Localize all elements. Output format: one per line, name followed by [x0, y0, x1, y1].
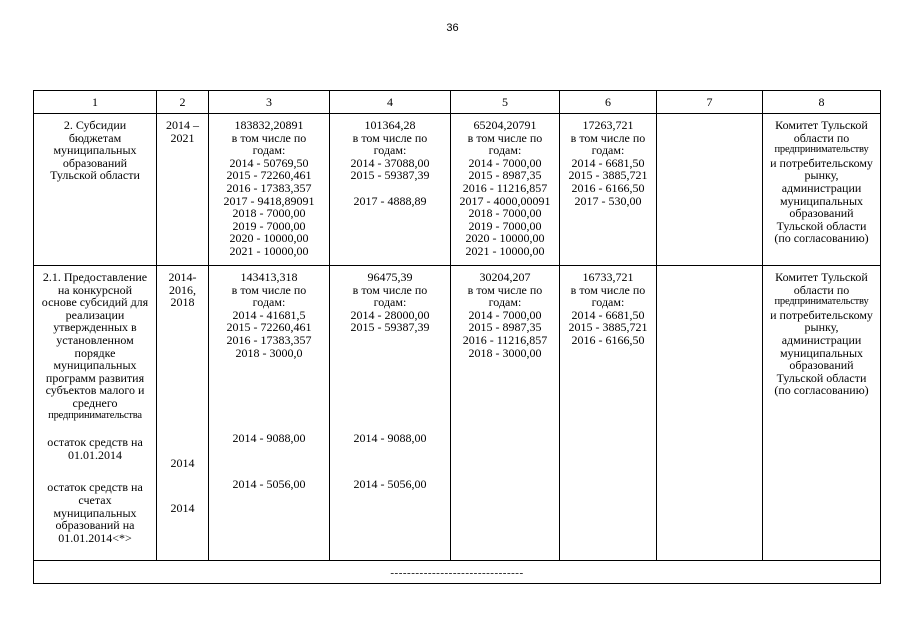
cell-line: на конкурсной [57, 282, 133, 297]
cell-line: предпринимательству [774, 144, 869, 156]
cell-line: 2014 - 50769,50 [229, 155, 309, 170]
row1-local [560, 114, 657, 266]
header-col-4: 4 [330, 91, 451, 114]
header-col-5: 5 [451, 91, 560, 114]
header-col-6: 6 [560, 91, 657, 114]
cell-line: Тульской области [776, 218, 867, 233]
cell-line: порядке [74, 345, 116, 360]
cell-line: годам: [252, 295, 286, 310]
cell-line: в том числе по [231, 130, 307, 145]
table-row [34, 266, 881, 561]
cell-line: в том числе по [467, 130, 543, 145]
cell-line: 65204,20791 [473, 118, 537, 132]
table-row [34, 114, 881, 266]
cell-line: Тульской области [776, 370, 867, 385]
cell-line: и потребительскому [770, 307, 873, 322]
cell-line: 2016 - 17383,357 [226, 332, 312, 347]
header-col-2: 2 [157, 91, 209, 114]
cell-line: 2021 [170, 130, 195, 145]
cell-line: предпринимательству [774, 296, 869, 308]
cell-line: 2021 - 10000,00 [465, 243, 545, 258]
cell-line: 2.1. Предоставление [42, 270, 148, 284]
cell-line: в том числе по [570, 130, 646, 145]
cell-line: 2019 - 7000,00 [468, 218, 542, 233]
cell-line: 2015 - 8987,35 [468, 320, 542, 335]
subsidy-table [33, 90, 881, 584]
cell-line: 2014 - 6681,50 [571, 155, 645, 170]
row2-local [560, 266, 657, 561]
cell-line: и потребительскому [770, 155, 873, 170]
cell-line: муниципальных [53, 505, 137, 520]
row2-executor [763, 266, 881, 561]
cell-line: в том числе по [570, 282, 646, 297]
cell-line: 2015 - 3885,721 [568, 168, 648, 183]
cell-line: муниципальных [53, 358, 137, 373]
cell-line: в том числе по [231, 282, 307, 297]
footer-row [34, 561, 881, 584]
cell-line: 2018 [170, 295, 195, 310]
cell-line: 2019 - 7000,00 [232, 218, 306, 233]
cell-line: 2017 - 4888,89 [353, 193, 427, 208]
cell-line: области по [793, 130, 850, 145]
cell-line: (по согласованию) [774, 383, 869, 398]
row2-total-sub2: 2014 - 5056,00 [232, 476, 306, 491]
cell-line: администрации [781, 332, 862, 347]
cell-line: среднего [72, 395, 118, 410]
cell-line: 143413,318 [240, 270, 298, 284]
row1-regional [451, 114, 560, 266]
cell-line: бюджетам [68, 130, 122, 145]
cell-line: образований [789, 358, 854, 373]
cell-line: 01.01.2014 [68, 447, 122, 462]
cell-line: 2015 - 72260,461 [226, 168, 312, 183]
cell-line: 2018 - 3000,0 [235, 345, 303, 360]
cell-line: муниципальных [779, 193, 864, 208]
cell-line: Комитет Тульской [775, 270, 868, 284]
cell-line: Тульской области [50, 168, 140, 183]
row2-period-sub2: 2014 [170, 501, 195, 516]
cell-line: 183832,20891 [234, 118, 304, 132]
header-col-8: 8 [763, 91, 881, 114]
cell-line: годам: [488, 143, 522, 158]
cell-line: 30204,207 [479, 270, 531, 284]
cell-line: предпринимательства [48, 409, 142, 421]
cell-line: области по [793, 282, 850, 297]
cell-line: 2014 – [166, 118, 199, 132]
cell-line: 2016 - 17383,357 [226, 180, 312, 195]
cell-line: реализации [65, 307, 125, 322]
cell-line: 2017 - 9418,89091 [223, 193, 315, 208]
row2-period-sub1: 2014 [170, 455, 195, 470]
cell-line: в том числе по [467, 282, 543, 297]
cell-line: 2020 - 10000,00 [229, 231, 309, 246]
cell-line: администрации [781, 180, 862, 195]
cell-line: 2018 - 3000,00 [468, 345, 542, 360]
cell-line: 2016 - 11216,857 [462, 332, 548, 347]
cell-line: 2014 - 41681,5 [232, 307, 306, 322]
cell-line: годам: [373, 143, 407, 158]
cell-line: 2014 - 7000,00 [468, 155, 542, 170]
cell-line: годам: [488, 295, 522, 310]
cell-line: 2015 - 59387,39 [350, 320, 430, 335]
row2-extra [657, 266, 763, 561]
cell-line: 2016 - 11216,857 [462, 180, 548, 195]
cell-line: Комитет Тульской [775, 118, 868, 132]
cell-line: 2014 - 37088,00 [350, 155, 430, 170]
footer-cell [34, 561, 881, 584]
cell-line: в том числе по [352, 282, 428, 297]
header-col-1: 1 [34, 91, 157, 114]
row2-total-sub1: 2014 - 9088,00 [232, 431, 306, 446]
row2-federal-sub1: 2014 - 9088,00 [353, 430, 427, 445]
row1-federal [330, 114, 451, 266]
cell-line: 2020 - 10000,00 [465, 231, 545, 246]
cell-line: утвержденных в [53, 320, 137, 335]
row1-name [34, 114, 157, 266]
cell-line: остаток средств на [47, 480, 143, 495]
cell-line: годам: [591, 143, 625, 158]
cell-line: муниципальных [53, 143, 137, 158]
cell-line: (по согласованию) [774, 231, 869, 246]
cell-line: 2014- [168, 270, 197, 284]
cell-line: основе субсидий для [41, 295, 149, 310]
cell-line: 96475,39 [367, 270, 413, 284]
cell-line: муниципальных [779, 345, 864, 360]
cell-line: 17263,721 [582, 118, 634, 132]
cell-line: программ развития [45, 370, 145, 385]
row2-regional [451, 266, 560, 561]
cell-line: 2015 - 59387,39 [350, 168, 430, 183]
cell-line: 2018 - 7000,00 [232, 206, 306, 221]
cell-line: рынку, [804, 320, 839, 335]
cell-line: образований [62, 155, 128, 170]
cell-line: в том числе по [352, 130, 428, 145]
cell-line: 16733,721 [582, 270, 634, 284]
cell-line: образований на [55, 518, 135, 533]
cell-line: 101364,28 [364, 118, 416, 132]
row2-total [209, 266, 330, 561]
cell-line: рынку, [804, 168, 839, 183]
cell-line: субъектов малого и [45, 383, 145, 398]
cell-line: 01.01.2014<*> [58, 530, 132, 545]
row2-federal [330, 266, 451, 561]
row1-period [157, 114, 209, 266]
row1-total [209, 114, 330, 266]
row1-extra [657, 114, 763, 266]
header-col-3: 3 [209, 91, 330, 114]
cell-line: 2017 - 4000,00091 [459, 193, 551, 208]
cell-line: 2015 - 3885,721 [568, 320, 648, 335]
cell-line: 2015 - 8987,35 [468, 168, 542, 183]
page-number: 36 [446, 22, 459, 34]
cell-line: годам: [373, 295, 407, 310]
cell-line: 2021 - 10000,00 [229, 243, 309, 258]
header-row [34, 91, 881, 114]
cell-line: 2. Субсидии [63, 118, 127, 132]
cell-line: остаток средств на [47, 435, 143, 450]
cell-line: 2014 - 6681,50 [571, 307, 645, 322]
cell-line: годам: [252, 143, 286, 158]
row1-executor [763, 114, 881, 266]
cell-line: 2018 - 7000,00 [468, 206, 542, 221]
cell-line: счетах [78, 492, 112, 507]
cell-line: установленном [56, 332, 134, 347]
cell-line: 2016, [169, 282, 196, 297]
footer-dashes: -------------------------------- [390, 567, 524, 580]
cell-line: 2016 - 6166,50 [571, 180, 645, 195]
cell-line: 2014 - 7000,00 [468, 307, 542, 322]
header-col-7: 7 [657, 91, 763, 114]
cell-line: 2014 - 28000,00 [350, 307, 430, 322]
row2-federal-sub2: 2014 - 5056,00 [353, 476, 427, 491]
cell-line: 2017 - 530,00 [574, 193, 642, 208]
cell-line: 2016 - 6166,50 [571, 332, 645, 347]
cell-line: годам: [591, 295, 625, 310]
row2-period [157, 266, 209, 561]
row2-name [34, 266, 157, 561]
cell-line: образований [789, 206, 854, 221]
cell-line: 2015 - 72260,461 [226, 320, 312, 335]
